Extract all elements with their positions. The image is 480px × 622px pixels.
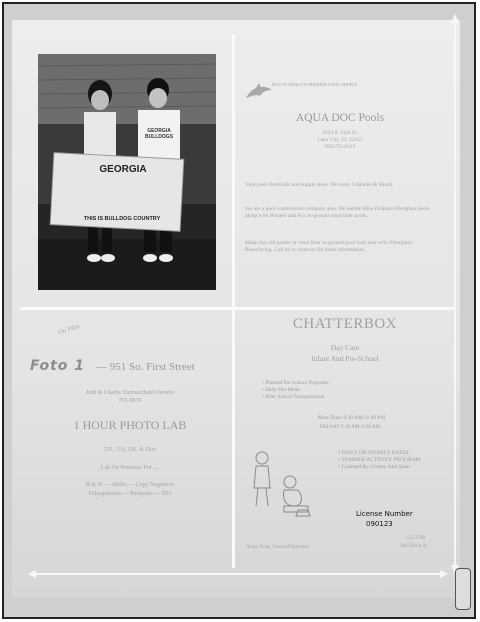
height-arrow-icon [449,14,461,574]
chatterbox-sub: Day Care [330,343,360,352]
feature-text: After School Transportation [264,394,325,400]
children-illustration [246,448,318,525]
width-arrow-icon [28,569,448,579]
canister-icon [455,568,471,610]
list-item: • Planned Pre-School Programs [262,380,329,386]
list-item: • Licensed By County And State [338,464,410,470]
chatterbox-phone: 755-1780 [406,536,426,541]
foto-formats: 135, 110, 126, & Disc [103,447,157,453]
rate-text: Licensed By County And State [341,464,410,470]
foto-brand: Foto 1 [30,358,86,374]
chatterbox-owner: Anna Friar, Owner/Operator [246,544,309,550]
row-divider [20,307,456,310]
shirt-text: GEORGIA BULLDOGS [144,128,174,140]
aqua-paragraph: Your pool chemicals and supply store. We carry Granules & Shock. [245,182,394,188]
foto-headline: 1 HOUR PHOTO LAB [73,418,187,432]
chatterbox-address: 306 Dixon St. [400,544,428,549]
aqua-address [240,130,440,151]
license-label: License Number [356,510,413,518]
banner-state: GEORGIA [99,164,147,175]
chatterbox-name: CHATTERBOX [292,316,398,332]
aqua-address-line: 1024 S. First St. [322,130,358,136]
chatterbox-sub: Infant And Pre-School [311,354,379,363]
list-item: • After School Transportation [262,394,325,400]
foto-lab-note: Lab On Premises For .... [100,465,160,471]
list-item: • SUMMER ACTIVITY PROGRAM [338,457,421,463]
feature-text: Planned Pre-School Programs [265,380,329,386]
chatterbox-hours: FRI-SAT 6:30 AM-2:00 AM [320,424,381,430]
list-item: • DAILY OR WEEKLY RATES [338,450,409,456]
rate-text: DAILY OR WEEKLY RATES [341,450,409,456]
aqua-address-line: 904/755-0412 [324,144,356,150]
aqua-tagline: BUY FLORIDA'S PREMIER POOL SUPPLY [272,82,358,87]
foto-owners: Judi & Charlie Turmarchant Owners [86,390,174,396]
foto-services: Enlargements — Passports — ID's [88,491,172,497]
chatterbox-features [262,380,412,401]
banner-slogan: THIS IS BULLDOG COUNTRY [83,216,161,222]
foto-services: B & W — Slides — Copy Negatives [85,482,175,488]
license-number: 090123 [366,520,393,528]
on-film-label: On Film [57,322,81,337]
aqua-paragraph: We are a pool construction company also. We handle Blue Dolphin Fiberglass pools along with Pioneer and Fox in-ground vinyl liner pools. [245,206,430,219]
list-item: • Daily Hot Meals [262,387,301,393]
rate-text: SUMMER ACTIVITY PROGRAM [341,457,421,463]
foto-phone: 755-9070 [118,398,142,404]
chatterbox-hours: Mon-Thurs 6:30 AM-11:00 PM [318,415,386,421]
column-divider [232,34,235,568]
aqua-paragraph: Make that old gunite or vinyl liner in-ground pool look new with Fiberglass Resurfacing. Call us or come by for more information. [245,240,412,253]
aqua-name: AQUA DOC Pools [295,112,385,124]
students-photo [38,54,216,290]
dolphin-logo-icon [244,82,274,109]
chatterbox-rates [338,450,438,471]
aqua-address-line: Lake City, FL 32055 [317,137,363,143]
foto-address: — 951 So. First Street [96,361,195,373]
feature-text: Daily Hot Meals [265,387,301,393]
